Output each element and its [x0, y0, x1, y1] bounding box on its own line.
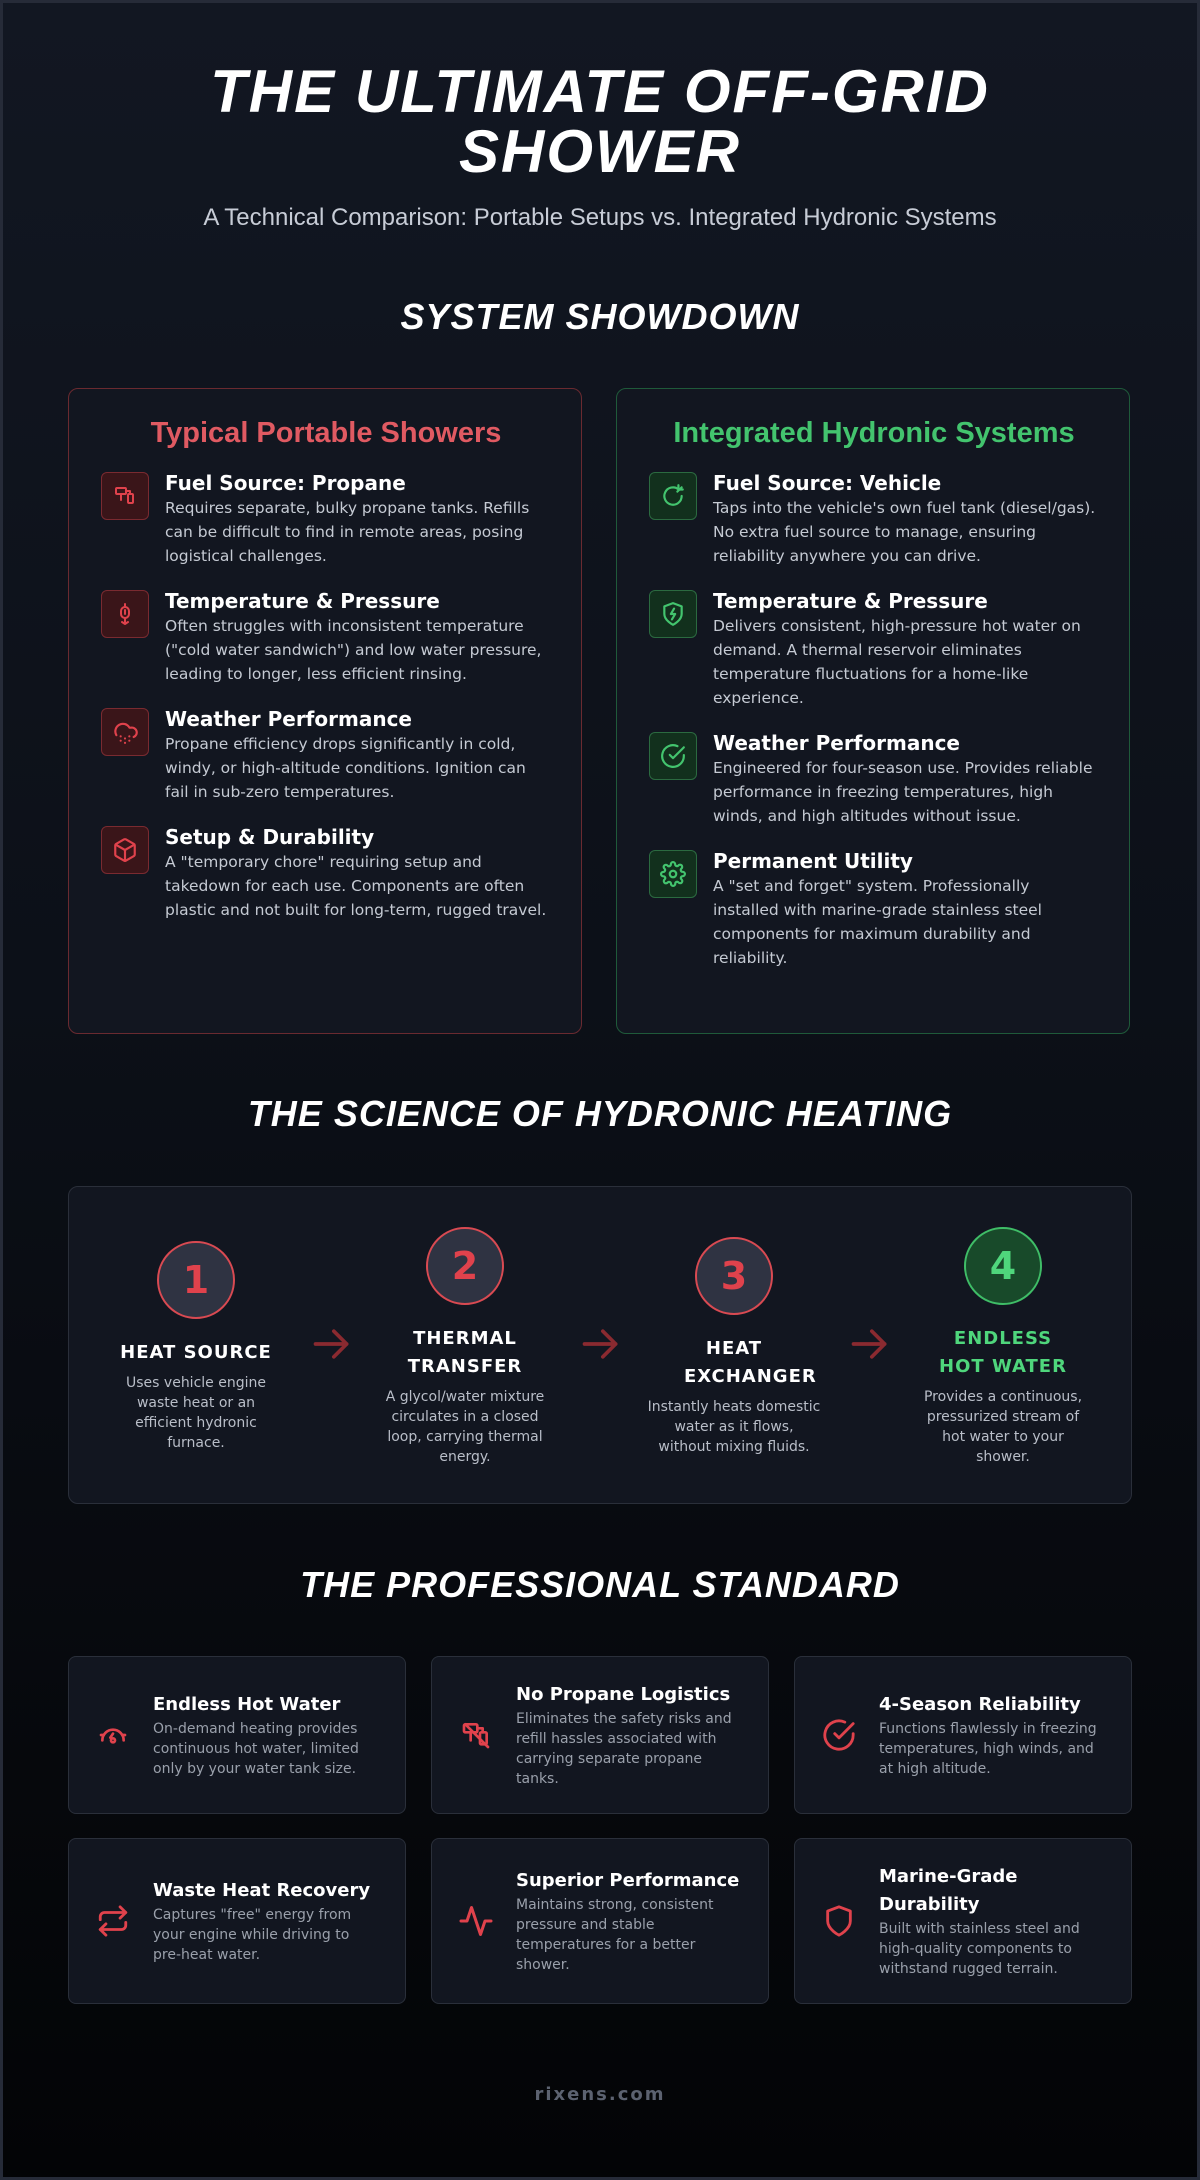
step-description: Uses vehicle engine waste heat or an efficient hydronic furnace.: [126, 1375, 266, 1451]
step-title: THERMAL TRANSFER: [407, 1328, 523, 1377]
portable-feature: [101, 470, 551, 568]
step-title: ENDLESS HOT WATER: [939, 1328, 1067, 1377]
process-step: [96, 1241, 296, 1453]
feature-description: A "set and forget" system. Professionally installed with marine-grade stainless steel components for maximum durability and reliability.: [713, 877, 1042, 967]
page-subtitle: A Technical Comparison: Portable Setups vs. Integrated Hydronic Systems: [203, 204, 997, 231]
step-description: Instantly heats domestic water as it flows, without mixing fluids.: [647, 1399, 821, 1455]
shield-bolt-icon: [649, 590, 697, 638]
portable-panel: [68, 388, 582, 1034]
arrow-right-icon: [310, 1322, 354, 1366]
portable-feature: [101, 588, 551, 686]
gauge-icon: [95, 1717, 131, 1753]
activity-icon: [458, 1903, 494, 1939]
feature-description: A "temporary chore" requiring setup and takedown for each use. Components are often plastic and not built for long-term, rugged travel.: [165, 853, 547, 919]
feature-description: Taps into the vehicle's own fuel tank (diesel/gas). No extra fuel source to manage, ensuring reliability anywhere you can drive.: [713, 499, 1096, 565]
benefit-card: [68, 1838, 406, 2004]
card-description: On-demand heating provides continuous hot water, limited only by your water tank size.: [153, 1721, 359, 1777]
shield-icon: [821, 1903, 857, 1939]
page-title: [0, 58, 1200, 185]
step-title: HEAT SOURCE: [120, 1342, 272, 1363]
hydronic-feature: [649, 848, 1099, 970]
hydronic-panel-title: Integrated Hydronic Systems: [673, 417, 1075, 449]
step-title: HEAT EXCHANGER: [684, 1338, 817, 1387]
title-line-2: SHOWER: [459, 118, 741, 185]
standard-heading: THE PROFESSIONAL STANDARD: [300, 1564, 900, 1605]
step-number: 1: [157, 1241, 235, 1319]
hydronic-feature: [649, 588, 1099, 710]
feature-title: Weather Performance: [713, 731, 960, 755]
feature-title: Weather Performance: [165, 707, 412, 731]
step-description: A glycol/water mixture circulates in a closed loop, carrying thermal energy.: [385, 1389, 545, 1465]
card-description: Eliminates the safety risks and refill hassles associated with carrying separate propane tanks.: [516, 1711, 732, 1787]
portable-panel-title: Typical Portable Showers: [150, 417, 502, 449]
benefit-card: [794, 1656, 1132, 1814]
propane-tank-icon: [101, 472, 149, 520]
card-title: Waste Heat Recovery: [153, 1880, 371, 1901]
feature-title: Temperature & Pressure: [713, 589, 988, 613]
check-circle-icon: [649, 732, 697, 780]
hydronic-feature: [649, 470, 1099, 568]
card-title: Marine-Grade Durability: [879, 1866, 1018, 1915]
title-line-1: THE ULTIMATE OFF-GRID: [210, 58, 990, 125]
process-step: [365, 1227, 565, 1467]
feature-title: Permanent Utility: [713, 849, 913, 873]
step-number: 4: [964, 1227, 1042, 1305]
gear-icon: [649, 850, 697, 898]
footer-link[interactable]: rixens.com: [534, 2084, 666, 2105]
arrow-right-icon: [579, 1322, 623, 1366]
card-title: No Propane Logistics: [516, 1684, 731, 1705]
benefit-card: [68, 1656, 406, 1814]
science-heading: THE SCIENCE OF HYDRONIC HEATING: [247, 1093, 953, 1134]
card-description: Built with stainless steel and high-quality components to withstand rugged terrain.: [879, 1921, 1080, 1977]
arrow-right-icon: [848, 1322, 892, 1366]
hydronic-feature: [649, 730, 1099, 828]
step-description: Provides a continuous, pressurized stream of hot water to your shower.: [923, 1389, 1083, 1465]
refresh-icon: [649, 472, 697, 520]
feature-description: Requires separate, bulky propane tanks. Refills can be difficult to find in remote areas, posing logistical challenges.: [165, 499, 530, 565]
feature-title: Setup & Durability: [165, 825, 375, 849]
card-title: 4-Season Reliability: [879, 1694, 1081, 1715]
feature-description: Propane efficiency drops significantly in cold, windy, or high-altitude conditions. Ignition can fail in sub-zero temperatures.: [165, 735, 526, 801]
portable-feature: [101, 706, 551, 804]
card-description: Maintains strong, consistent pressure and stable temperatures for a better shower.: [516, 1897, 714, 1973]
hydronic-panel: [616, 388, 1130, 1034]
check-circle-icon: [821, 1717, 857, 1753]
showdown-heading: SYSTEM SHOWDOWN: [400, 296, 800, 337]
card-title: Endless Hot Water: [153, 1694, 341, 1715]
benefit-card: [794, 1838, 1132, 2004]
feature-description: Often struggles with inconsistent temperature ("cold water sandwich") and low water pressure, leading to longer, less efficient rinsing.: [165, 617, 542, 683]
cloud-snow-icon: [101, 708, 149, 756]
portable-feature: [101, 824, 551, 922]
step-number: 3: [695, 1237, 773, 1315]
feature-title: Fuel Source: Vehicle: [713, 471, 942, 495]
card-description: Captures "free" energy from your engine while driving to pre-heat water.: [153, 1907, 352, 1963]
swap-arrows-icon: [95, 1903, 131, 1939]
feature-title: Fuel Source: Propane: [165, 471, 406, 495]
no-propane-icon: [458, 1717, 494, 1753]
card-description: Functions flawlessly in freezing temperatures, high winds, and at high altitude.: [879, 1721, 1097, 1777]
feature-title: Temperature & Pressure: [165, 589, 440, 613]
feature-description: Engineered for four-season use. Provides reliable performance in freezing temperatures, high winds, and high altitudes without issue.: [713, 759, 1093, 825]
step-number: 2: [426, 1227, 504, 1305]
feature-description: Delivers consistent, high-pressure hot water on demand. A thermal reservoir eliminates temperature fluctuations for a home-like experience.: [713, 617, 1081, 707]
benefit-card: [431, 1838, 769, 2004]
process-step: [903, 1227, 1103, 1467]
benefit-card: [431, 1656, 769, 1814]
process-step: [634, 1237, 834, 1457]
thermometer-icon: [101, 590, 149, 638]
card-title: Superior Performance: [516, 1870, 740, 1891]
box-icon: [101, 826, 149, 874]
